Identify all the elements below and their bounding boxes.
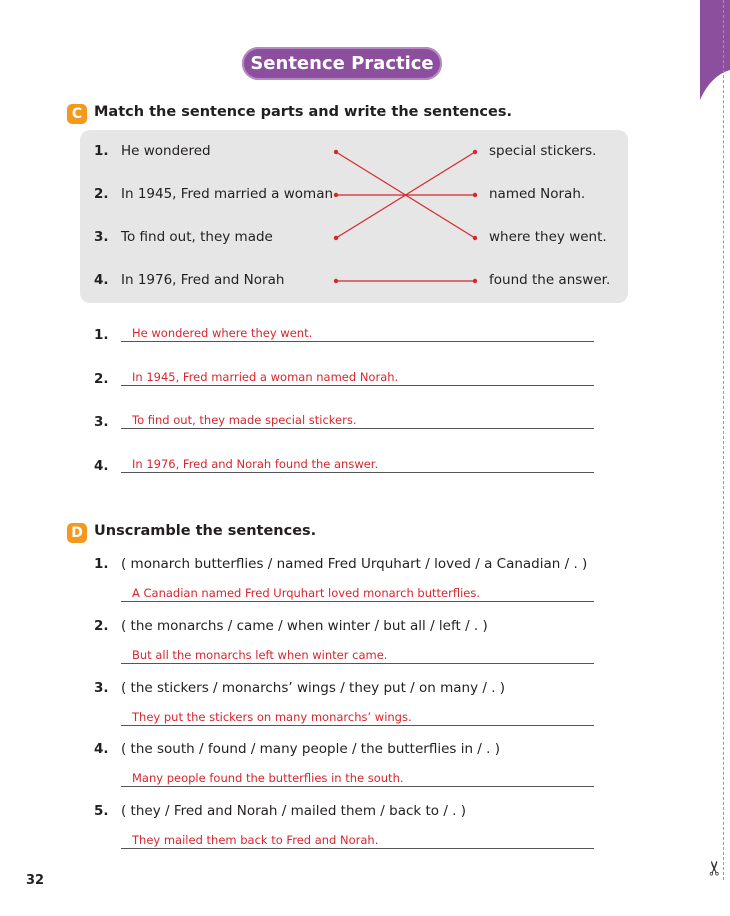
match-dot[interactable] bbox=[473, 193, 477, 197]
section-c-badge: C bbox=[67, 104, 87, 124]
answer-line[interactable] bbox=[121, 428, 594, 429]
match-left-num: 4. bbox=[94, 272, 109, 288]
answer-text: But all the monarchs left when winter came. bbox=[132, 648, 388, 662]
match-dot[interactable] bbox=[334, 150, 338, 154]
answer-line[interactable] bbox=[121, 663, 594, 664]
scramble-prompt: ( they / Fred and Norah / mailed them / back to / . ) bbox=[121, 803, 467, 819]
section-d-badge: D bbox=[67, 523, 87, 543]
match-left-num: 1. bbox=[94, 143, 109, 159]
match-left-num: 2. bbox=[94, 186, 109, 202]
answer-text: To find out, they made special stickers. bbox=[132, 413, 357, 427]
match-left-text: In 1945, Fred married a woman bbox=[121, 186, 334, 202]
match-left-text: To find out, they made bbox=[121, 229, 273, 245]
match-left-text: He wondered bbox=[121, 143, 211, 159]
answer-line[interactable] bbox=[121, 786, 594, 787]
scramble-num: 1. bbox=[94, 556, 109, 572]
match-left-text: In 1976, Fred and Norah bbox=[121, 272, 285, 288]
match-dot[interactable] bbox=[334, 279, 338, 283]
answer-line[interactable] bbox=[121, 341, 594, 342]
section-c-title: Match the sentence parts and write the sentences. bbox=[94, 104, 512, 120]
scramble-prompt: ( the monarchs / came / when winter / but all / left / . ) bbox=[121, 618, 488, 634]
match-dot[interactable] bbox=[473, 236, 477, 240]
answer-text: In 1945, Fred married a woman named Norah. bbox=[132, 370, 399, 384]
page-title: Sentence Practice bbox=[242, 47, 442, 80]
scramble-prompt: ( the south / found / many people / the butterflies in / . ) bbox=[121, 741, 500, 757]
answer-num: 1. bbox=[94, 327, 109, 343]
match-dot[interactable] bbox=[473, 150, 477, 154]
scramble-prompt: ( monarch butterflies / named Fred Urquhart / loved / a Canadian / . ) bbox=[121, 556, 588, 572]
match-right-text: named Norah. bbox=[489, 186, 586, 202]
answer-line[interactable] bbox=[121, 725, 594, 726]
scramble-prompt: ( the stickers / monarchs’ wings / they put / on many / . ) bbox=[121, 680, 506, 696]
match-left-num: 3. bbox=[94, 229, 109, 245]
scramble-num: 2. bbox=[94, 618, 109, 634]
answer-text: He wondered where they went. bbox=[132, 326, 313, 340]
answer-num: 4. bbox=[94, 458, 109, 474]
page-number: 32 bbox=[26, 873, 45, 888]
answer-line[interactable] bbox=[121, 848, 594, 849]
match-dot[interactable] bbox=[334, 236, 338, 240]
match-right-text: where they went. bbox=[489, 229, 607, 245]
scramble-num: 4. bbox=[94, 741, 109, 757]
answer-text: A Canadian named Fred Urquhart loved monarch butterflies. bbox=[132, 586, 480, 600]
answer-line[interactable] bbox=[121, 601, 594, 602]
answer-num: 3. bbox=[94, 414, 109, 430]
answer-line[interactable] bbox=[121, 472, 594, 473]
answer-text: They put the stickers on many monarchs’ wings. bbox=[132, 710, 412, 724]
match-dot[interactable] bbox=[334, 193, 338, 197]
answer-text: Many people found the butterflies in the south. bbox=[132, 771, 404, 785]
match-dot[interactable] bbox=[473, 279, 477, 283]
scissors-icon: ✂ bbox=[702, 859, 727, 877]
match-right-text: special stickers. bbox=[489, 143, 597, 159]
scramble-num: 3. bbox=[94, 680, 109, 696]
answer-text: In 1976, Fred and Norah found the answer. bbox=[132, 457, 379, 471]
answer-text: They mailed them back to Fred and Norah. bbox=[132, 833, 379, 847]
answer-line[interactable] bbox=[121, 385, 594, 386]
scramble-num: 5. bbox=[94, 803, 109, 819]
answer-num: 2. bbox=[94, 371, 109, 387]
match-right-text: found the answer. bbox=[489, 272, 611, 288]
section-d-title: Unscramble the sentences. bbox=[94, 523, 317, 539]
